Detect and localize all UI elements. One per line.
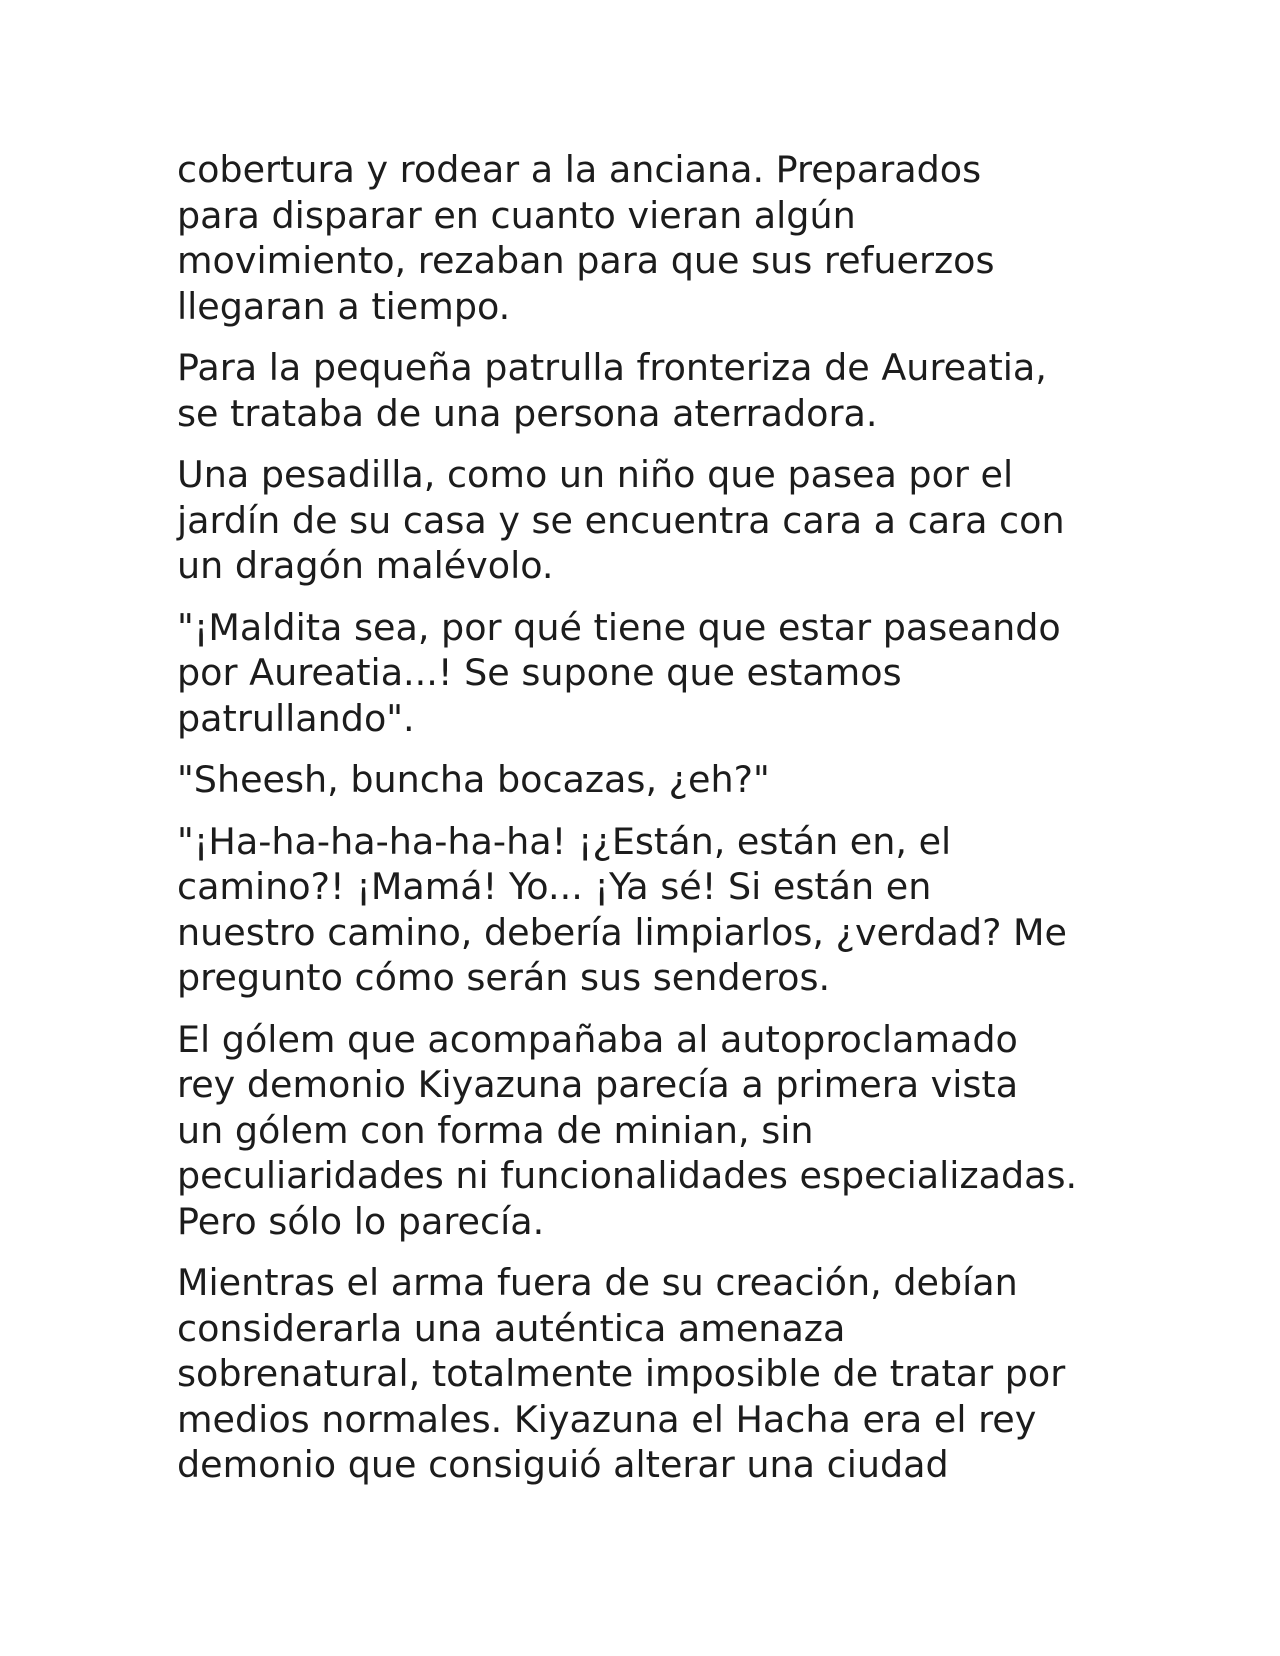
- paragraph: Mientras el arma fuera de su creación, debían considerarla una auténtica amenaza sobrenatural, totalmente imposible de tratar por medios normales. Kiyazuna el Hacha era el rey demonio que consiguió alterar una ciudad: [177, 1261, 1066, 1486]
- paragraph: "Sheesh, buncha bocazas, ¿eh?": [177, 758, 770, 801]
- paragraph: Una pesadilla, como un niño que pasea por el jardín de su casa y se encuentra cara a cara con un dragón malévolo.: [177, 453, 1065, 587]
- body-text: [177, 147, 1107, 1504]
- paragraph: cobertura y rodear a la anciana. Preparados para disparar en cuanto vieran algún movimiento, rezaban para que sus refuerzos llegaran a tiempo.: [177, 148, 995, 328]
- paragraph: "¡Maldita sea, por qué tiene que estar paseando por Aureatia...! Se supone que estamos patrullando".: [177, 605, 1061, 740]
- paragraph: Para la pequeña patrulla fronteriza de Aureatia, se trataba de una persona aterradora.: [177, 346, 1047, 435]
- paragraph: El gólem que acompañaba al autoproclamado rey demonio Kiyazuna parecía a primera vista un gólem con forma de minian, sin peculiaridades ni funcionalidades especializadas. Pero sólo lo parecía.: [177, 1017, 1078, 1243]
- paragraph: "¡Ha-ha-ha-ha-ha-ha! ¡¿Están, están en, el camino?! ¡Mamá! Yo... ¡Ya sé! Si están en nuestro camino, debería limpiarlos, ¿verdad? Me pregunto cómo serán sus senderos.: [177, 819, 1067, 999]
